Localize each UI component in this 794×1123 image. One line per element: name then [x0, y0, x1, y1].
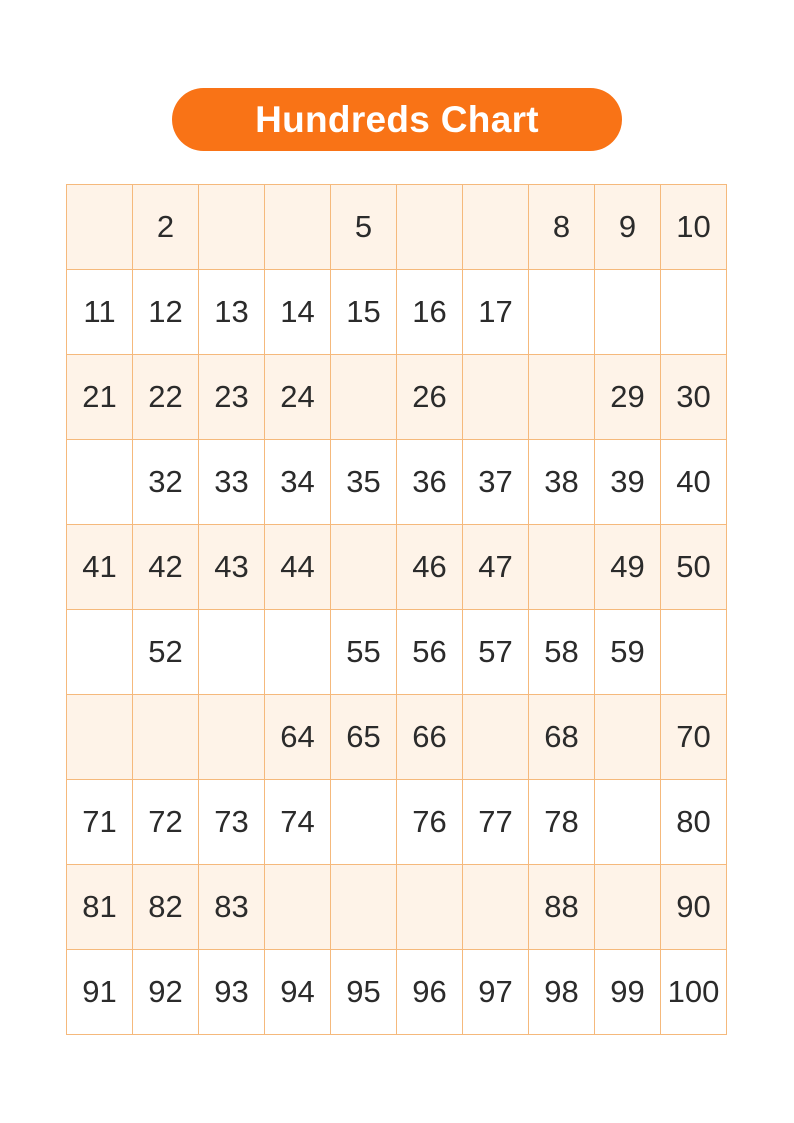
grid-cell [397, 865, 463, 950]
grid-cell: 11 [67, 270, 133, 355]
hundreds-chart-grid [66, 184, 727, 1035]
grid-cell: 43 [199, 525, 265, 610]
grid-cell: 9 [595, 185, 661, 270]
grid-cell: 33 [199, 440, 265, 525]
grid-cell: 22 [133, 355, 199, 440]
grid-cell: 74 [265, 780, 331, 865]
grid-cell: 10 [661, 185, 727, 270]
grid-cell: 66 [397, 695, 463, 780]
grid-cell [199, 695, 265, 780]
grid-cell: 72 [133, 780, 199, 865]
grid-cell [331, 865, 397, 950]
grid-cell: 14 [265, 270, 331, 355]
title-banner [172, 88, 622, 151]
grid-cell [463, 355, 529, 440]
grid-cell: 41 [67, 525, 133, 610]
grid-cell [595, 780, 661, 865]
grid-cell: 35 [331, 440, 397, 525]
grid-cell: 47 [463, 525, 529, 610]
grid-cell [67, 185, 133, 270]
page-title: Hundreds Chart [255, 98, 539, 140]
grid-cell: 8 [529, 185, 595, 270]
grid-cell: 76 [397, 780, 463, 865]
grid-cell: 44 [265, 525, 331, 610]
grid-cell: 78 [529, 780, 595, 865]
grid-cell: 34 [265, 440, 331, 525]
grid-cell: 36 [397, 440, 463, 525]
grid-cell [529, 270, 595, 355]
grid-cell: 94 [265, 950, 331, 1035]
grid-cell: 2 [133, 185, 199, 270]
grid-cell: 50 [661, 525, 727, 610]
grid-cell: 13 [199, 270, 265, 355]
grid-cell [331, 525, 397, 610]
grid-cell: 49 [595, 525, 661, 610]
grid-cell: 26 [397, 355, 463, 440]
grid-cell: 98 [529, 950, 595, 1035]
grid-cell: 55 [331, 610, 397, 695]
grid-cell: 16 [397, 270, 463, 355]
grid-cell: 64 [265, 695, 331, 780]
grid-cell: 99 [595, 950, 661, 1035]
grid-cell: 15 [331, 270, 397, 355]
grid-cell: 23 [199, 355, 265, 440]
grid-cell [529, 355, 595, 440]
grid-cell: 88 [529, 865, 595, 950]
grid-cell [265, 185, 331, 270]
grid-cell [529, 525, 595, 610]
grid-cell [67, 610, 133, 695]
grid-cell: 83 [199, 865, 265, 950]
grid-cell [463, 185, 529, 270]
grid-cell [331, 355, 397, 440]
grid-cell: 71 [67, 780, 133, 865]
grid-cell: 21 [67, 355, 133, 440]
grid-cell: 77 [463, 780, 529, 865]
grid-cell [133, 695, 199, 780]
grid-cell [595, 865, 661, 950]
grid-cell: 65 [331, 695, 397, 780]
grid-cell: 80 [661, 780, 727, 865]
grid-cell: 57 [463, 610, 529, 695]
grid-cell: 68 [529, 695, 595, 780]
grid-cell: 100 [661, 950, 727, 1035]
grid-cell: 95 [331, 950, 397, 1035]
grid-cell: 29 [595, 355, 661, 440]
grid-cell: 38 [529, 440, 595, 525]
grid-cell [463, 695, 529, 780]
grid-cell: 46 [397, 525, 463, 610]
grid-cell [67, 695, 133, 780]
grid-cell: 42 [133, 525, 199, 610]
grid-cell [265, 610, 331, 695]
grid-cell: 17 [463, 270, 529, 355]
grid-cell: 40 [661, 440, 727, 525]
grid-cell: 37 [463, 440, 529, 525]
grid-cell: 90 [661, 865, 727, 950]
grid-cell: 96 [397, 950, 463, 1035]
grid-cell [199, 185, 265, 270]
grid-cell [199, 610, 265, 695]
grid-cell: 5 [331, 185, 397, 270]
grid-cell: 12 [133, 270, 199, 355]
grid-cell: 39 [595, 440, 661, 525]
grid-cell [595, 270, 661, 355]
grid-cell [463, 865, 529, 950]
grid-cell: 32 [133, 440, 199, 525]
grid-cell: 73 [199, 780, 265, 865]
grid-cell: 91 [67, 950, 133, 1035]
grid-cell: 97 [463, 950, 529, 1035]
grid-cell [265, 865, 331, 950]
grid-cell [67, 440, 133, 525]
grid-cell [661, 270, 727, 355]
grid-cell: 24 [265, 355, 331, 440]
grid-cell: 58 [529, 610, 595, 695]
grid-cell [397, 185, 463, 270]
grid-cell: 92 [133, 950, 199, 1035]
grid-cell: 30 [661, 355, 727, 440]
grid-cell: 82 [133, 865, 199, 950]
grid-cell: 93 [199, 950, 265, 1035]
grid-cell: 59 [595, 610, 661, 695]
grid-cell: 81 [67, 865, 133, 950]
grid-cell [595, 695, 661, 780]
grid-cell: 56 [397, 610, 463, 695]
grid-cell [331, 780, 397, 865]
grid-cell [661, 610, 727, 695]
grid-cell: 70 [661, 695, 727, 780]
grid-cell: 52 [133, 610, 199, 695]
